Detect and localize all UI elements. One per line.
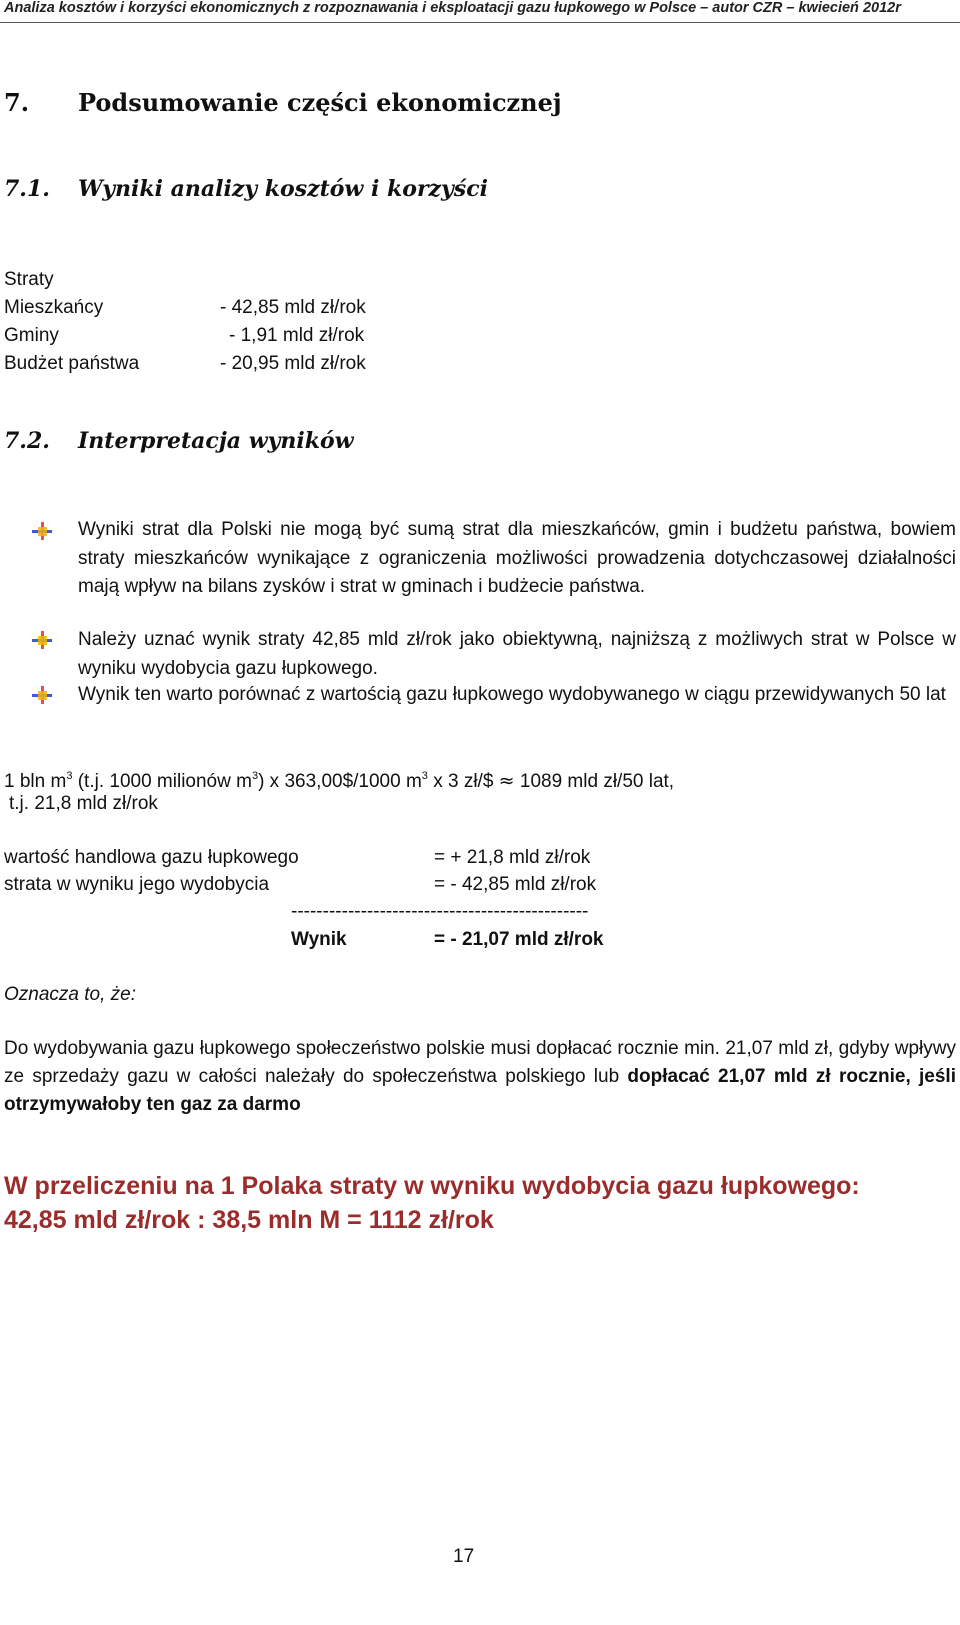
bullet-text: Wyniki strat dla Polski nie mogą być sumą strat dla mieszkańców, gmin i budżetu państwa, bowiem straty mieszkańców wynikające z ograniczenia możliwości prowadzenia dotychczasowej działalności mają wpływ na bilans zysków i strat w gminach i budżecie państwa. [78, 519, 956, 597]
header-divider [0, 22, 960, 23]
meaning-label: Oznacza to, że: [4, 984, 137, 1005]
bullet-text: Wynik ten warto porównać z wartością gazu łupkowego wydobywanego w ciągu przewidywanych 50 lat [78, 684, 946, 705]
subsection-title: Wyniki analizy kosztów i korzyści [78, 176, 488, 202]
calculation-result: t.j. 21,8 mld zł/rok [9, 793, 158, 814]
section-number: 7. [4, 88, 30, 117]
document-header: Analiza kosztów i korzyści ekonomicznych z rozpoznawania i eksploatacji gazu łupkowego w Polsce – autor CZR – kwiecień 2012r [4, 0, 901, 16]
per-capita-value: 42,85 mld zł/rok : 38,5 mln M = 1112 zł/rok [4, 1206, 494, 1234]
balance-value: = - 42,85 mld zł/rok [434, 874, 597, 895]
losses-value: - 1,91 mld zł/rok [229, 325, 365, 346]
bullet-text: Należy uznać wynik straty 42,85 mld zł/rok jako obiektywną, najniższą z możliwych strat w Polsce w wyniku wydobycia gazu łupkowego. [78, 629, 956, 679]
losses-label: Mieszkańcy [4, 297, 104, 318]
losses-value: - 42,85 mld zł/rok [220, 297, 366, 318]
losses-heading: Straty [4, 269, 54, 290]
bullet-icon [32, 522, 52, 540]
subsection-title: Interpretacja wyników [78, 428, 354, 454]
section-title: Podsumowanie części ekonomicznej [78, 88, 562, 117]
result-label: Wynik [291, 929, 347, 950]
bullet-icon [32, 631, 52, 649]
result-value: = - 21,07 mld zł/rok [434, 929, 604, 950]
balance-separator: ----------------------------------------------- [291, 901, 589, 922]
bullet-icon [32, 686, 52, 704]
losses-label: Budżet państwa [4, 353, 140, 374]
per-capita-heading: W przeliczeniu na 1 Polaka straty w wyniku wydobycia gazu łupkowego: [4, 1172, 860, 1200]
losses-value: - 20,95 mld zł/rok [220, 353, 366, 374]
balance-label: strata w wyniku jego wydobycia [4, 874, 270, 895]
subsection-number: 7.2. [4, 428, 50, 454]
page-number: 17 [453, 1546, 475, 1567]
subsection-number: 7.1. [4, 176, 50, 202]
conclusion-paragraph: Do wydobywania gazu łupkowego społeczeństwo polskie musi dopłacać rocznie min. 21,07 mld zł, gdyby wpływy ze sprzedaży gazu w całości należały do społeczeństwa polskiego lub dopłacać 21,07 mld zł rocznie, jeśli otrzymywałoby ten gaz za darmo [4, 1038, 956, 1115]
balance-label: wartość handlowa gazu łupkowego [4, 847, 299, 868]
losses-label: Gminy [4, 325, 59, 346]
calculation-line: 1 bln $m^3$ (t.j. 1000 milionów $m^3$) x 363,00$/1000 $m^3$ x 3 zł/$ ≈ 1089 mld zł/50 lat, [4, 770, 675, 792]
balance-value: = + 21,8 mld zł/rok [434, 847, 591, 868]
